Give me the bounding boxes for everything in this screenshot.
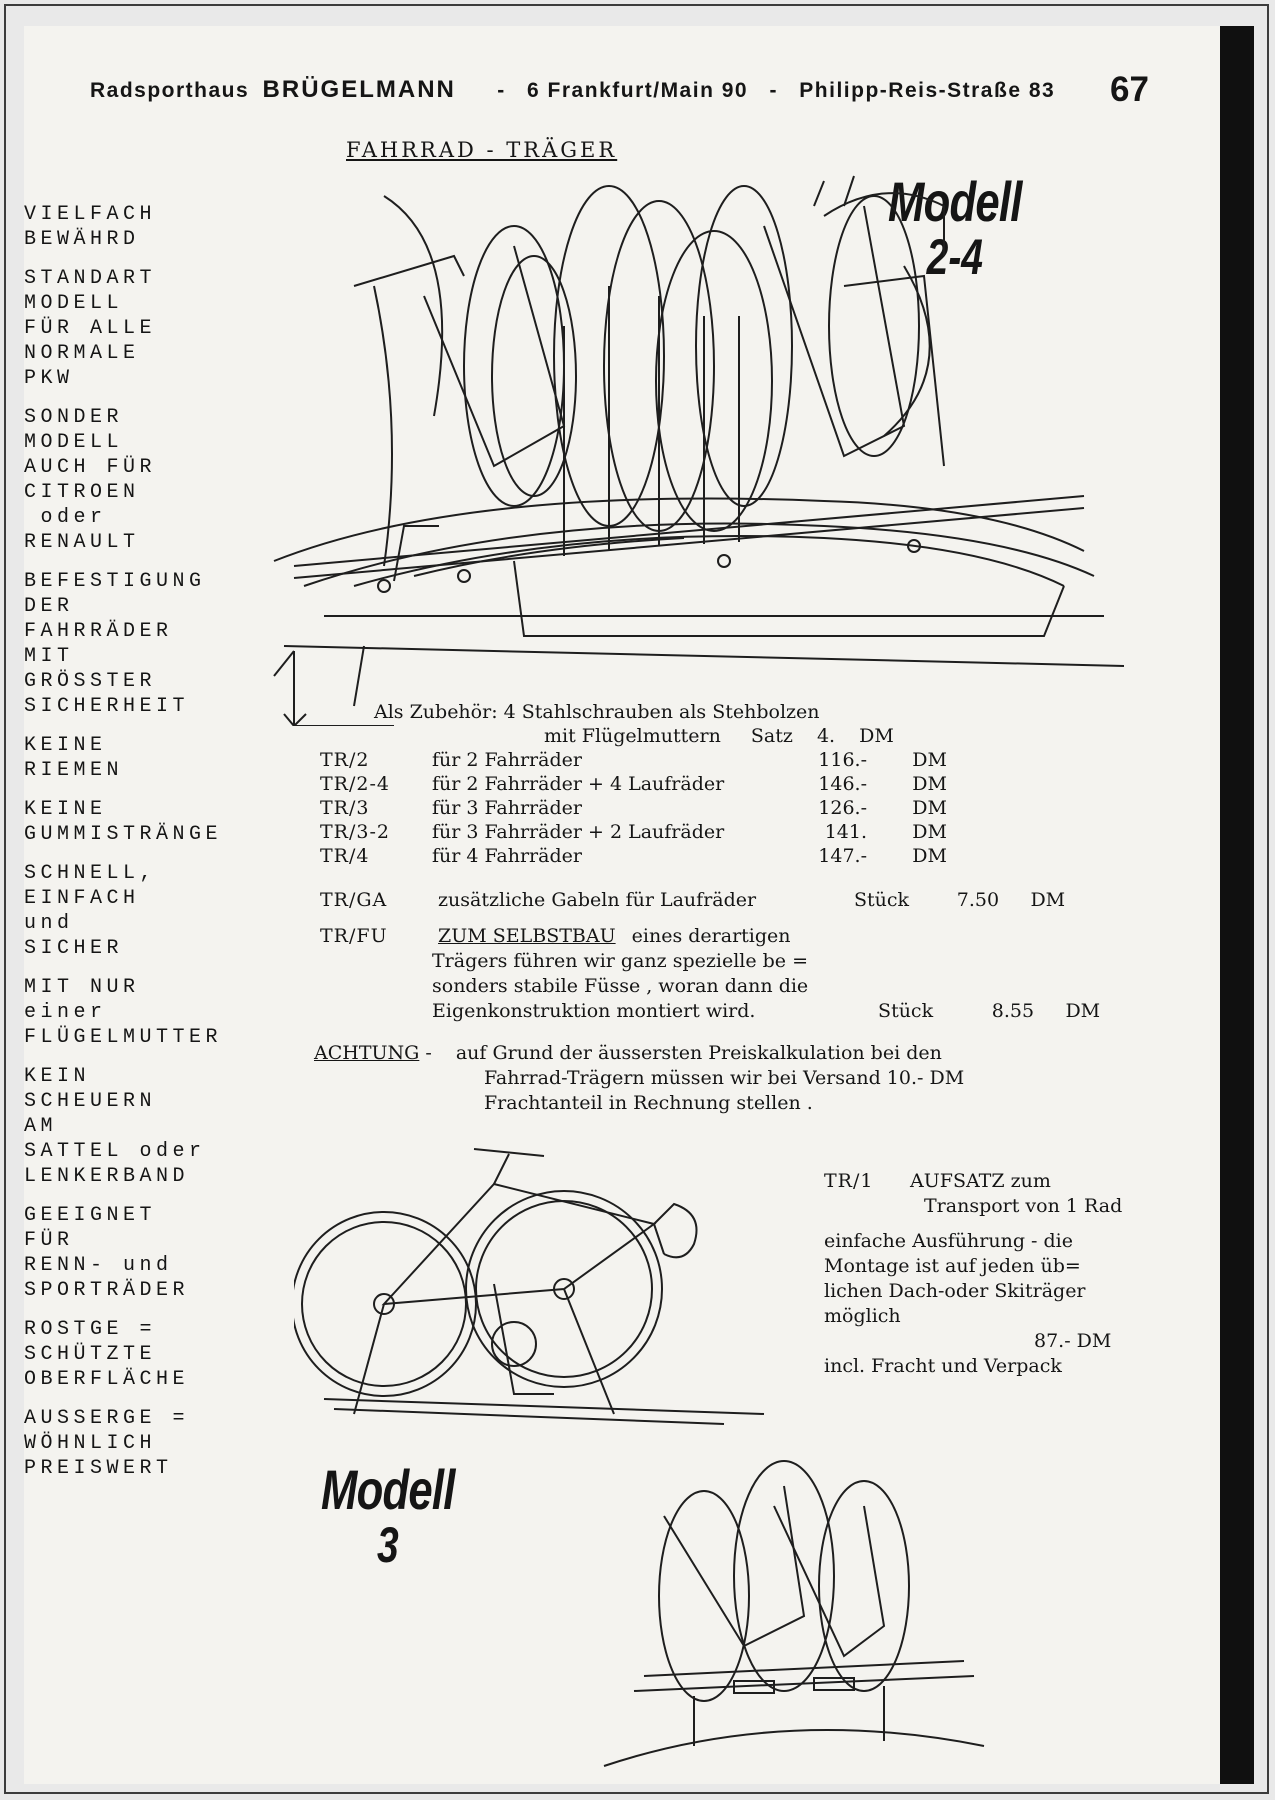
product-code: TR/1 bbox=[824, 1170, 874, 1192]
modell-3-label bbox=[321, 1458, 455, 1573]
accessory-price: 4. bbox=[816, 725, 836, 747]
page-number: 67 bbox=[1110, 70, 1149, 109]
ga-row bbox=[320, 888, 1120, 913]
header-street: Philipp-Reis-Straße 83 bbox=[799, 79, 1056, 102]
accessory-unit: Satz bbox=[750, 725, 793, 747]
product-price: 116.- bbox=[818, 749, 867, 771]
accessory-line: Als Zubehör: 4 Stahlschrauben als Stehbolzen bbox=[374, 701, 820, 723]
achtung-text: auf Grund der äussersten Preiskalkulation bei den bbox=[455, 1042, 942, 1064]
product-code: TR/GA bbox=[320, 889, 388, 911]
table-row bbox=[320, 772, 947, 796]
table-row bbox=[320, 820, 947, 844]
accessory-currency: DM bbox=[859, 725, 894, 747]
table-row bbox=[320, 796, 947, 820]
tr1-text: Montage ist auf jeden üb= bbox=[824, 1255, 1081, 1277]
product-description: zusätzliche Gabeln für Laufräder bbox=[438, 889, 757, 911]
brand-name: BRÜGELMANN bbox=[262, 76, 456, 103]
feature-item: GEEIGNET FÜR RENN- und SPORTRÄDER bbox=[24, 1204, 190, 1302]
product-code: TR/4 bbox=[320, 845, 370, 867]
product-currency: DM bbox=[1065, 1000, 1101, 1022]
header-dash: - bbox=[497, 79, 506, 102]
fu-text: Eigenkonstruktion montiert wird. bbox=[432, 1000, 756, 1022]
product-currency: DM bbox=[912, 797, 947, 819]
tr1-price: 87.- DM bbox=[1034, 1330, 1112, 1352]
catalog-page bbox=[24, 26, 1220, 1784]
table-row bbox=[320, 748, 947, 772]
selbstbau-heading: ZUM SELBSTBAU bbox=[438, 925, 616, 947]
product-price: 8.55 bbox=[991, 1000, 1035, 1022]
achtung-text: Frachtanteil in Rechnung stellen . bbox=[484, 1092, 813, 1114]
fu-block bbox=[320, 924, 1120, 1024]
product-price: 126.- bbox=[818, 797, 867, 819]
product-description: für 4 Fahrräder bbox=[432, 845, 582, 867]
feature-list bbox=[24, 202, 294, 1495]
product-code: TR/3-2 bbox=[320, 821, 390, 843]
fu-text: sonders stabile Füsse , woran dann die bbox=[432, 975, 809, 997]
product-code: TR/3 bbox=[320, 797, 370, 819]
modell-word: Modell bbox=[321, 1458, 455, 1521]
product-price: 147.- bbox=[818, 845, 867, 867]
fu-text: eines derartigen bbox=[631, 925, 791, 947]
table-row bbox=[320, 844, 947, 868]
achtung-block bbox=[314, 1041, 1174, 1116]
price-table bbox=[320, 748, 947, 868]
accessory-note bbox=[374, 700, 894, 748]
feature-item: KEIN SCHEUERN AM SATTEL oder LENKERBAND bbox=[24, 1065, 206, 1188]
product-code: TR/2-4 bbox=[320, 773, 390, 795]
feature-item: BEFESTIGUNG DER FAHRRÄDER MIT GRÖSSTER SICHERHEIT bbox=[24, 570, 206, 718]
feature-item: KEINE GUMMISTRÄNGE bbox=[24, 798, 223, 846]
modell-number: 2-4 bbox=[926, 229, 984, 285]
feature-item: KEINE RIEMEN bbox=[24, 734, 124, 782]
product-code: TR/2 bbox=[320, 749, 370, 771]
page-edge-shadow bbox=[1220, 26, 1254, 1784]
product-description: für 3 Fahrräder bbox=[432, 797, 582, 819]
modell-3-illustration bbox=[584, 1446, 1004, 1776]
tr1-note: incl. Fracht und Verpack bbox=[824, 1355, 1062, 1377]
product-price: 7.50 bbox=[956, 889, 1000, 911]
product-description: für 3 Fahrräder + 2 Laufräder bbox=[432, 821, 725, 843]
shop-prefix: Radsporthaus bbox=[90, 79, 250, 102]
product-currency: DM bbox=[1030, 889, 1066, 911]
feature-item: ROSTGE = SCHÜTZTE OBERFLÄCHE bbox=[24, 1318, 190, 1391]
accessory-line: mit Flügelmuttern bbox=[544, 725, 721, 747]
achtung-label: ACHTUNG bbox=[314, 1042, 420, 1064]
product-currency: DM bbox=[912, 821, 947, 843]
header-city: 6 Frankfurt/Main 90 bbox=[527, 79, 749, 102]
product-currency: DM bbox=[912, 773, 947, 795]
achtung-dash: - bbox=[425, 1042, 432, 1064]
product-currency: DM bbox=[912, 749, 947, 771]
tr1-text: lichen Dach-oder Skiträger bbox=[824, 1280, 1086, 1302]
achtung-text: Fahrrad-Trägern müssen wir bei Versand 10.- DM bbox=[484, 1067, 965, 1089]
feature-item: AUSSERGE = WÖHNLICH PREISWERT bbox=[24, 1407, 190, 1480]
tr1-title: AUFSATZ zum bbox=[910, 1170, 1051, 1192]
modell-number: 3 bbox=[376, 1517, 399, 1573]
tr1-text: einfache Ausführung - die bbox=[824, 1230, 1073, 1252]
product-description: für 2 Fahrräder bbox=[432, 749, 582, 771]
modell-word: Modell bbox=[888, 170, 1022, 233]
feature-item: SONDER MODELL AUCH FÜR CITROEN oder RENAULT bbox=[24, 406, 157, 554]
product-description: für 2 Fahrräder + 4 Laufräder bbox=[432, 773, 725, 795]
product-code: TR/FU bbox=[320, 925, 388, 947]
product-price: 141. bbox=[824, 821, 867, 843]
ga-unit: Stück bbox=[854, 889, 910, 911]
roof-rack-illustration bbox=[264, 166, 1124, 726]
section-title: FAHRRAD - TRÄGER bbox=[346, 138, 618, 162]
product-unit: Stück bbox=[878, 1000, 934, 1022]
tr1-block bbox=[824, 1169, 1184, 1379]
feature-item: VIELFACH BEWÄHRD bbox=[24, 203, 157, 251]
header-dash: - bbox=[769, 79, 778, 102]
product-currency: DM bbox=[912, 845, 947, 867]
tr1-subtitle: Transport von 1 Rad bbox=[924, 1195, 1123, 1217]
fu-text: Trägers führen wir ganz spezielle be = bbox=[432, 950, 809, 972]
single-bike-rack-illustration bbox=[294, 1144, 794, 1444]
feature-item: SCHNELL, EINFACH und SICHER bbox=[24, 862, 157, 960]
product-price: 146.- bbox=[818, 773, 867, 795]
feature-item: STANDART MODELL FÜR ALLE NORMALE PKW bbox=[24, 267, 157, 390]
page-header bbox=[90, 76, 1055, 104]
feature-item: MIT NUR einer FLÜGELMUTTER bbox=[24, 976, 223, 1049]
tr1-text: möglich bbox=[824, 1305, 901, 1327]
